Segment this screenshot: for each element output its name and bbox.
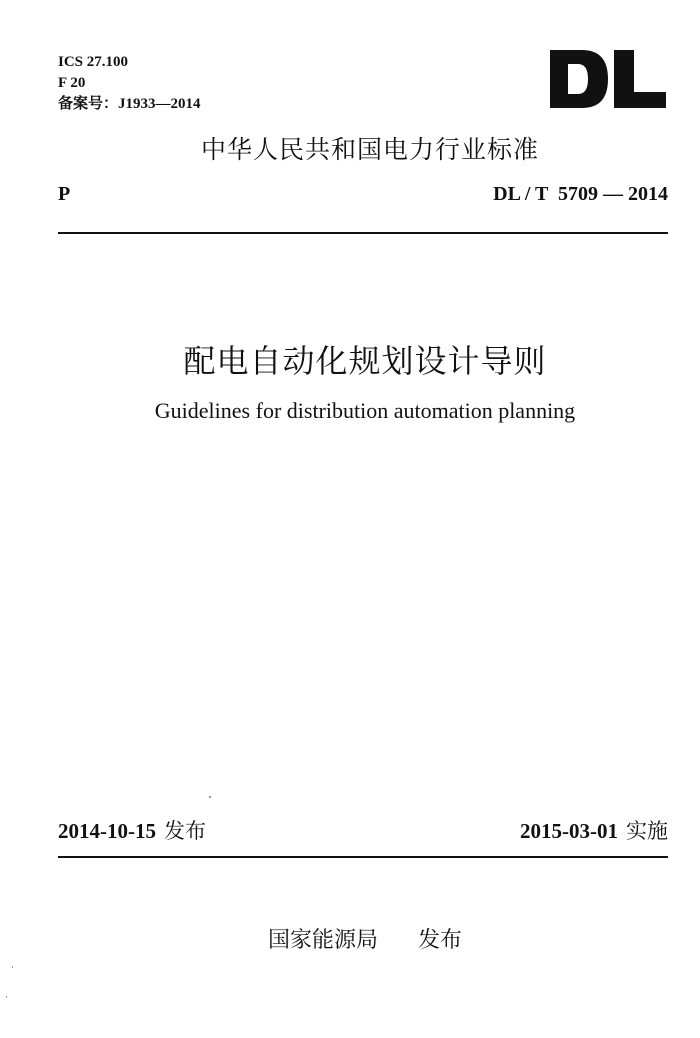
classification-code: P bbox=[58, 183, 71, 205]
filing-number: 备案号：J1933—2014 bbox=[58, 96, 201, 112]
scan-speck bbox=[6, 996, 7, 998]
scan-speck bbox=[12, 966, 13, 968]
implementation-label: 实施 bbox=[626, 819, 668, 843]
issue-label: 发布 bbox=[164, 819, 206, 843]
issue-date: 2014-10-15 bbox=[58, 819, 156, 843]
implementation-date: 2015-03-01 bbox=[520, 819, 618, 843]
dl-logo bbox=[548, 48, 668, 110]
ccs-code: F 20 bbox=[58, 75, 86, 91]
bottom-divider bbox=[58, 856, 668, 858]
top-divider bbox=[58, 232, 668, 234]
implementation-date-line bbox=[520, 815, 668, 845]
ics-code: ICS 27.100 bbox=[58, 54, 129, 70]
title-english: Guidelines for distribution automation planning bbox=[154, 398, 576, 423]
issue-date-line bbox=[58, 815, 206, 845]
dl-logo-letter-d bbox=[550, 50, 608, 108]
dl-logo-letter-l bbox=[614, 50, 666, 108]
publisher-name: 国家能源局 bbox=[267, 928, 378, 953]
standard-meta-block bbox=[58, 52, 201, 115]
publisher-line bbox=[0, 923, 700, 954]
publisher-action: 发布 bbox=[418, 928, 463, 953]
standard-number: DL / T 5709 — 2014 bbox=[493, 183, 668, 205]
category-title: 中华人民共和国电力行业标准 bbox=[200, 135, 539, 164]
scan-speck bbox=[209, 796, 211, 798]
title-chinese: 配电自动化规划设计导则 bbox=[183, 342, 547, 380]
